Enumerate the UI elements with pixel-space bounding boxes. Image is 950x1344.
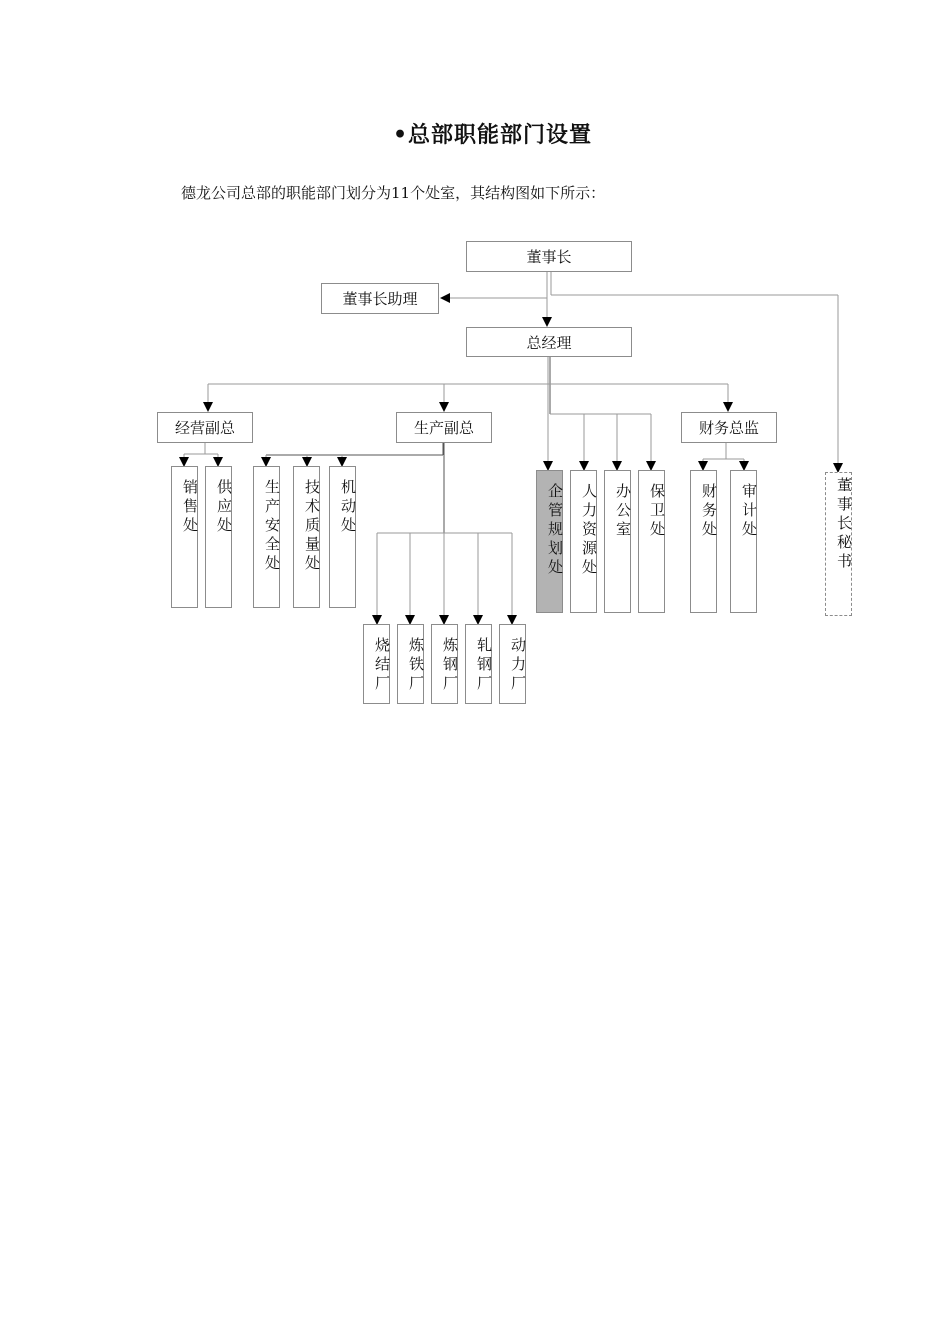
node-rolling-plant bbox=[465, 624, 492, 704]
node-steelmaking-plant bbox=[431, 624, 458, 704]
node-sales bbox=[171, 466, 198, 608]
node-label: 机动处 bbox=[339, 479, 357, 536]
node-label: 生产安全处 bbox=[263, 479, 281, 574]
node-planning bbox=[536, 470, 563, 613]
node-supply bbox=[205, 466, 232, 608]
node-label: 人力资源处 bbox=[580, 483, 598, 578]
node-vp-business: 经营副总 bbox=[157, 412, 253, 443]
node-ironmaking-plant bbox=[397, 624, 424, 704]
node-label: 技术质量处 bbox=[303, 479, 321, 574]
node-label: 炼钢厂 bbox=[441, 637, 459, 694]
node-label: 销售处 bbox=[181, 479, 199, 536]
node-label: 供应处 bbox=[215, 479, 233, 536]
node-sintering-plant bbox=[363, 624, 390, 704]
node-label: 审计处 bbox=[740, 483, 758, 540]
node-label: 董事长秘书 bbox=[835, 477, 853, 572]
node-security bbox=[638, 470, 665, 613]
node-label: 炼铁厂 bbox=[407, 637, 425, 694]
node-chairman: 董事长 bbox=[466, 241, 632, 272]
node-finance bbox=[690, 470, 717, 613]
node-label: 动力厂 bbox=[509, 637, 527, 694]
node-label: 企管规划处 bbox=[546, 483, 564, 578]
node-label: 保卫处 bbox=[648, 483, 666, 540]
node-power-plant bbox=[499, 624, 526, 704]
node-chairman-assistant: 董事长助理 bbox=[321, 283, 439, 314]
node-hr bbox=[570, 470, 597, 613]
intro-paragraph: 德龙公司总部的职能部门划分为11个处室，其结构图如下所示： bbox=[181, 184, 606, 202]
node-label: 轧钢厂 bbox=[475, 637, 493, 694]
node-office bbox=[604, 470, 631, 613]
node-label: 办公室 bbox=[614, 483, 632, 540]
node-cfo: 财务总监 bbox=[681, 412, 777, 443]
node-label: 财务处 bbox=[700, 483, 718, 540]
node-general-manager: 总经理 bbox=[466, 327, 632, 357]
section-title: •总部职能部门设置 bbox=[392, 122, 593, 148]
node-audit bbox=[730, 470, 757, 613]
node-chairman-secretary bbox=[825, 472, 852, 616]
node-production-safety bbox=[253, 466, 280, 608]
node-vp-production: 生产副总 bbox=[396, 412, 492, 443]
node-tech-quality bbox=[293, 466, 320, 608]
node-label: 烧结厂 bbox=[373, 637, 391, 694]
node-mechanical bbox=[329, 466, 356, 608]
